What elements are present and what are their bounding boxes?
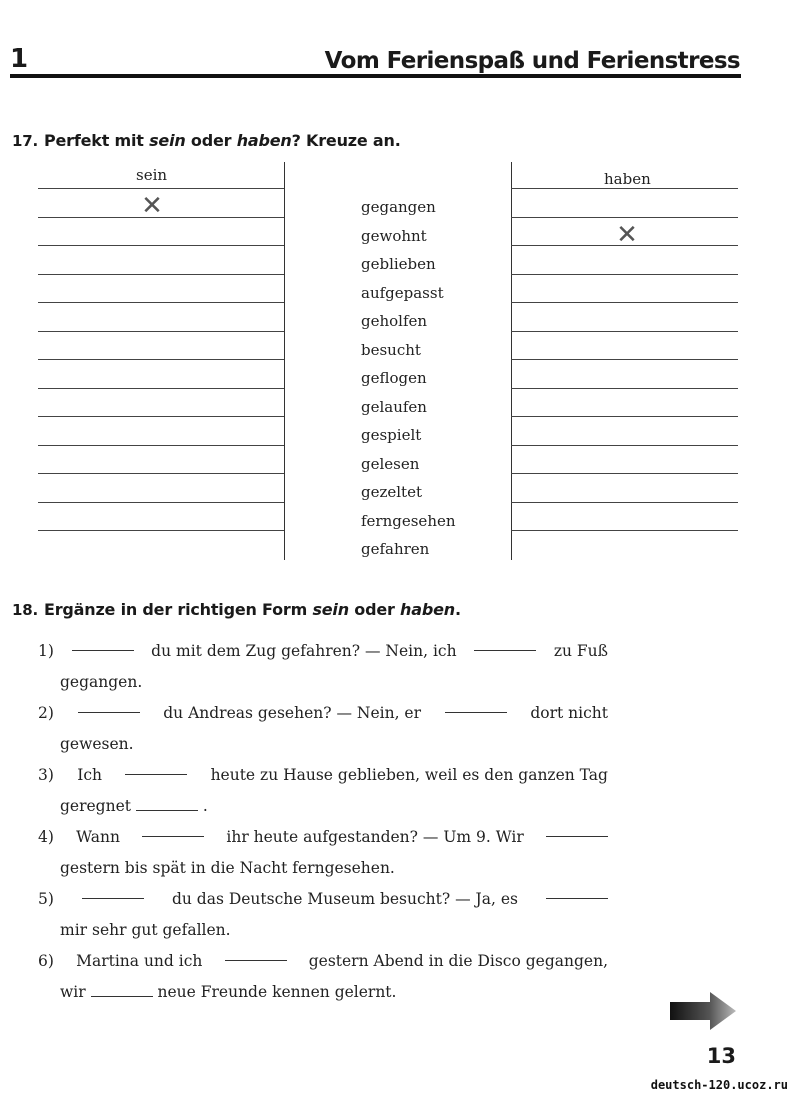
sein-checkbox-cell[interactable] bbox=[140, 422, 164, 446]
item-1-text-c: gegangen. bbox=[60, 673, 143, 691]
task-18-number: 18. bbox=[12, 601, 38, 619]
item-4-text-b: ihr heute aufgestanden? — Um 9. Wir bbox=[226, 828, 524, 846]
task-18-title-end: . bbox=[454, 600, 461, 619]
item-5-line-1 bbox=[38, 884, 608, 915]
task-18-title-mid: oder bbox=[348, 600, 401, 619]
item-6-text-c: wir bbox=[60, 983, 86, 1001]
item-1-blank-2[interactable] bbox=[474, 636, 536, 651]
sein-checkbox-cell[interactable] bbox=[140, 337, 164, 361]
sein-checkbox-cell[interactable] bbox=[140, 451, 164, 475]
task-17-title-end: ? Kreuze an. bbox=[291, 131, 401, 150]
item-4-blank-2[interactable] bbox=[546, 822, 608, 837]
item-6-text-b: gestern Abend in die Disco gegangen, bbox=[308, 952, 608, 970]
verb-cell: gefahren bbox=[361, 540, 430, 558]
exercise-item-6 bbox=[38, 946, 608, 1008]
task-18-title bbox=[12, 600, 461, 620]
item-4-text-c: gestern bis spät in die Nacht ferngesehen. bbox=[60, 859, 395, 877]
task-18-title-text: Ergänze in der richtigen Form bbox=[43, 600, 313, 619]
haben-checkbox-cell[interactable] bbox=[615, 194, 639, 218]
page-number: 13 bbox=[706, 1044, 736, 1068]
verb-cell: gelesen bbox=[361, 454, 420, 473]
exercise-item-1 bbox=[38, 636, 608, 698]
exercise-item-3 bbox=[38, 760, 608, 822]
verb-cell: geflogen bbox=[361, 369, 427, 387]
haben-checkbox-cell[interactable] bbox=[615, 308, 639, 332]
column-header-sein: sein bbox=[136, 166, 168, 184]
verb-cell: gewohnt bbox=[361, 226, 427, 245]
exercise-item-2 bbox=[38, 698, 608, 760]
sein-header-rule bbox=[38, 188, 284, 189]
task-17-title bbox=[12, 131, 401, 151]
sein-checkbox-cell[interactable] bbox=[140, 251, 164, 275]
item-2-blank-2[interactable] bbox=[445, 698, 507, 713]
item-3-text-b: heute zu Hause geblieben, weil es den ganzen Tag bbox=[210, 766, 608, 784]
item-4-line-1 bbox=[38, 822, 608, 853]
item-3-line-1 bbox=[38, 760, 608, 791]
haben-checkbox-cell[interactable] bbox=[615, 394, 639, 418]
item-6-blank-2[interactable] bbox=[91, 982, 153, 997]
verb-cell: geblieben bbox=[361, 255, 436, 273]
item-3-text-d: . bbox=[202, 797, 208, 815]
sein-checkbox-cell[interactable] bbox=[140, 223, 164, 247]
verb-table bbox=[38, 162, 738, 562]
item-6-line-1 bbox=[38, 946, 608, 977]
item-6-blank-1[interactable] bbox=[225, 946, 287, 961]
sein-checkbox-cell[interactable] bbox=[140, 308, 164, 332]
table-divider-left bbox=[284, 162, 285, 560]
sein-checkbox-cell[interactable] bbox=[140, 365, 164, 389]
item-3-line-2 bbox=[38, 791, 608, 822]
item-4-number: 4) bbox=[38, 828, 54, 846]
item-5-blank-1[interactable] bbox=[82, 884, 144, 899]
haben-checkbox-cell[interactable] bbox=[615, 365, 639, 389]
item-2-text-a: du Andreas gesehen? — Nein, er bbox=[163, 704, 422, 722]
chapter-number: 1 bbox=[10, 44, 29, 74]
next-page-arrow-icon bbox=[670, 992, 736, 1030]
item-5-number: 5) bbox=[38, 890, 54, 908]
item-2-text-c: gewesen. bbox=[60, 735, 134, 753]
verb-cell: aufgepasst bbox=[361, 283, 444, 302]
haben-checkbox-cell[interactable] bbox=[615, 536, 639, 560]
sein-checkbox-cell[interactable] bbox=[140, 394, 164, 418]
sein-checkbox-cell[interactable] bbox=[140, 508, 164, 532]
task-17-title-haben: haben bbox=[236, 131, 292, 150]
haben-checkbox-cell[interactable] bbox=[615, 280, 639, 304]
item-2-number: 2) bbox=[38, 704, 54, 722]
item-6-number: 6) bbox=[38, 952, 54, 970]
sein-checkbox-cell[interactable] bbox=[140, 536, 164, 560]
item-2-line-1 bbox=[38, 698, 608, 729]
verb-cell: gegangen bbox=[361, 198, 436, 216]
table-divider-right bbox=[511, 162, 512, 560]
haben-checkbox-cell[interactable] bbox=[615, 337, 639, 361]
verb-cell: geholfen bbox=[361, 312, 428, 330]
item-5-blank-2[interactable] bbox=[546, 884, 608, 899]
item-6-line-2 bbox=[38, 977, 608, 1008]
item-1-text-a: du mit dem Zug gefahren? — Nein, ich bbox=[151, 642, 457, 660]
task-18-title-haben: haben bbox=[400, 600, 455, 619]
chapter-title: Vom Ferienspaß und Ferienstress bbox=[324, 48, 740, 74]
haben-checkbox-cell[interactable] bbox=[615, 508, 639, 532]
sein-checkbox-cell[interactable] bbox=[140, 479, 164, 503]
task-17-title-text: Perfekt mit bbox=[43, 131, 150, 150]
verb-cell: ferngesehen bbox=[361, 511, 456, 530]
haben-checkbox-cell[interactable] bbox=[615, 451, 639, 475]
item-1-text-b: zu Fuß bbox=[553, 642, 608, 660]
verb-cell: besucht bbox=[361, 340, 421, 359]
watermark: deutsch-120.ucoz.ru bbox=[650, 1078, 788, 1092]
item-3-blank-2[interactable] bbox=[136, 796, 198, 811]
item-3-blank-1[interactable] bbox=[125, 760, 187, 775]
item-3-number: 3) bbox=[38, 766, 54, 784]
item-2-text-b: dort nicht bbox=[530, 704, 608, 722]
column-header-haben: haben bbox=[604, 170, 651, 188]
header-rule bbox=[10, 74, 741, 78]
haben-checkbox-cell[interactable] bbox=[615, 251, 639, 275]
item-4-text-a: Wann bbox=[76, 828, 120, 846]
item-4-blank-1[interactable] bbox=[142, 822, 204, 837]
haben-checkbox-cell[interactable]: ✕ bbox=[616, 219, 638, 250]
sein-checkbox-cell[interactable]: ✕ bbox=[141, 191, 163, 221]
exercise-18 bbox=[38, 636, 608, 1008]
exercise-item-5 bbox=[38, 884, 608, 946]
item-1-line-1 bbox=[38, 636, 608, 667]
haben-checkbox-cell[interactable] bbox=[615, 479, 639, 503]
page-header bbox=[10, 44, 740, 78]
item-6-text-a: Martina und ich bbox=[76, 952, 203, 970]
sein-checkbox-cell[interactable] bbox=[140, 280, 164, 304]
haben-header-rule bbox=[511, 188, 738, 189]
item-3-text-c: geregnet bbox=[60, 797, 131, 815]
item-1-blank-1[interactable] bbox=[72, 636, 134, 651]
item-5-text-c: mir sehr gut gefallen. bbox=[60, 921, 231, 939]
task-17-title-mid: oder bbox=[185, 131, 237, 150]
verb-cell: gespielt bbox=[361, 426, 422, 444]
item-2-blank-1[interactable] bbox=[78, 698, 140, 713]
item-6-text-d: neue Freunde kennen gelernt. bbox=[157, 983, 397, 1001]
item-5-text-a: du das Deutsche Museum besucht? — Ja, es bbox=[171, 890, 518, 908]
task-18-title-sein: sein bbox=[312, 600, 349, 619]
item-3-text-a: Ich bbox=[77, 766, 102, 784]
verb-cell: gelaufen bbox=[361, 397, 427, 416]
item-1-number: 1) bbox=[38, 642, 54, 660]
exercise-item-4 bbox=[38, 822, 608, 884]
verb-cell: gezeltet bbox=[361, 483, 422, 501]
haben-checkbox-cell[interactable] bbox=[615, 422, 639, 446]
task-17-title-sein: sein bbox=[149, 131, 186, 150]
task-17-number: 17. bbox=[12, 132, 38, 150]
